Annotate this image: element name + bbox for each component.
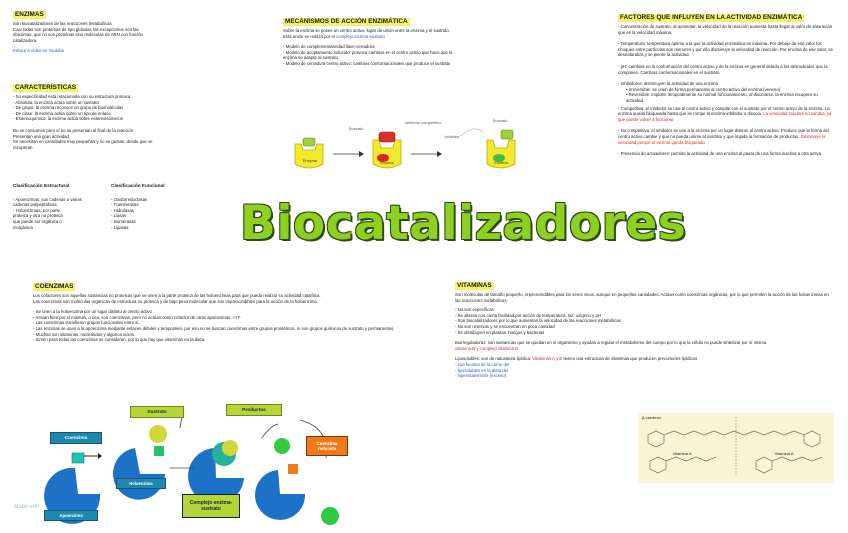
modelo-item: enzima se adapte al sustrato. (283, 55, 340, 61)
modelo-item: - Modelo de cerradura centro activo: cambios conformacionales que produce el sustrato (283, 60, 451, 66)
estructural-item: - Apoenzimas: sus cadenas o varias (13, 196, 82, 202)
coenzima-item-text: - Actúan bien por sí mismas, o sea, son coenzimas, pero no actúan como cofactor de otras apoenzimas. (33, 314, 232, 320)
caracteristicas-heading: CARACTERÍSTICAS (15, 84, 77, 91)
vitaminas-text-2: Biorreguladoras: son sustancias que se quedan en el organismo y ayudan a regular el metabolismo del cuerpo por lo que la célula no puede sintetizar por sí misma. (455, 340, 768, 346)
coenzyme-diagram (30, 398, 360, 528)
no-competitivo-red: Disminuye la velocidad porque el enzima queda bloqueado. (618, 133, 826, 145)
vitamina-link[interactable]: - hipervitaminosis (exceso) (455, 373, 507, 379)
coenzimas-text-2: Las coenzimas son moléculas orgánicas de estructura no proteica y de bajo peso molecular que son imprescindibles para la acción de la holoenzima. (33, 298, 318, 304)
enzimas-text-3: ribozimas, que no son proteínas sino moléculas de ARN con función (13, 32, 143, 38)
coenzima-item: - Muchas son vitaminas, nucleótidos y algunos vicios. (33, 331, 135, 337)
caracteristicas-text-4: recuperan. (13, 144, 34, 150)
factor-activadores: - Presencia de activadores: permite la actividad de una enzima al pasar de una forma inactiva a otra activa. (618, 151, 823, 157)
watermark: Made with (14, 504, 40, 510)
caracteristica-item: - De grupo: la enzima reconoce un grupo de biomoléculas (13, 105, 124, 111)
enzimas-video-link[interactable]: Enlace a vídeo en Youtube (13, 48, 65, 54)
inhibition-diagram (287, 118, 547, 176)
modelo-item: - Modelo de complementariedad llave-cerradura (283, 44, 375, 50)
caracteristicas-text-3: Se necesitan en cantidades muy pequeñas y no se gastan, desde que se (13, 139, 153, 145)
enzyme-label-2: Enzima (380, 160, 394, 165)
clasificacion-funcional-title: Clasificación Funcional (111, 184, 165, 189)
coenzima-item: - Sirven para todas las coenzimas se consideran, por lo que hay que vitaminas en la dieta. (33, 337, 206, 343)
factores-heading: FACTORES QUE INFLUYEN EN LA ACTIVIDAD ENZIMÁTICA (620, 14, 803, 21)
inhibidor-competitivo-text (618, 106, 836, 123)
enzimas-text-1: Son biocatalizadores de las reacciones metabólicas (13, 21, 112, 26)
complejo-box: Complejo enzima-sustrato (182, 494, 240, 518)
vitaminas-ae: Vitaminas A y E (532, 356, 563, 362)
sustrato-label-2: Sustrato (492, 118, 508, 123)
funcional-item: - Isomerasas (111, 218, 136, 224)
funcional-item: - Ligasas (111, 224, 129, 230)
atp-link[interactable]: ATP (232, 314, 241, 320)
enzimas-heading: ENZIMAS (15, 11, 44, 18)
competitivo-plain: - Competitiva: el inhibidor se une al centro activo y compite con el sustrato por el centro activo de la enzima. La enzima queda bloqueada hasta que se rompe la enzima-inhibidor o disocia. (618, 105, 830, 117)
caracteristica-item: - Estereoquímica: la enzima actúa sobre estereoisómeros (13, 116, 123, 122)
complejo-link[interactable]: complejo enzima-sustrato (336, 33, 385, 39)
inhibidor-label: Inhibidor (444, 134, 460, 139)
coenzima-reducida-box: Coenzima reducida (306, 436, 348, 456)
estructural-item: - Holoenzimas: por parte (13, 207, 61, 213)
factor-sustrato: - Concentración de sustrato: al aumentar, la velocidad de la reacción aumenta hasta llegar al valor de saturación que es la velocidad máxima. (618, 24, 833, 35)
clasificacion-estructural (13, 184, 108, 230)
funcional-item: - Transferasas (111, 202, 139, 208)
estructural-item: proteica y otra no proteica (13, 213, 63, 219)
factor-ph: - pH: cambios en la conformación del centro activo y de la enzima en general debido a los aminoácidos que la componen. Cambios conformacionales en el sustrato. (618, 63, 828, 75)
inhibidor-reversible: • Reversible: impiden temporalmente su normal funcionamiento, al disociarse, la enzima recupera su actividad. (626, 92, 818, 103)
enzyme-label-1: Enzyme (302, 158, 318, 163)
coenzima-item: - Las enzimas se unen a la apoenzima mediante enlaces débiles y temporales, por eso no se buscan coenzimas entre grupos prostéticos, ni son grupos químicos de sustrato y permanentes. (33, 325, 395, 331)
sustrato-label: Sustrato (348, 126, 364, 131)
coenzima-box: Coenzima (50, 432, 102, 444)
inhibidor-irreversible: • Irreversible: se unen de forma permanente al centro activo del enzima (veneno) (626, 86, 781, 92)
vitamina-item: - Se alteran con cierta facilidad por acción de temperatura, luz, oxígeno y pH (455, 312, 601, 318)
caracteristicas-text-1: No se consumen pero sí no se presentan al final de la reacción (13, 127, 134, 133)
coenzimas-heading: COENZIMAS (35, 283, 74, 290)
vitaminas-text-1: Son moléculas de tamaño pequeño, imprescindibles para los seres vivos, aunque en pequeñas cantidades. Actúan como coenzimas orgánicas, por lo que permiten la acción de las holoenzimas en las reacciones metabólicas. (455, 292, 829, 303)
mecanismos-text-2-prefix: Esta unión se realiza por el (283, 33, 337, 39)
no-competitivo-plain: - No competitiva: el inhibidor se une a la enzima por un lugar distinto al centro activo. Produce que la forma del centro activo cambie y que no pueda unirse al sustrato y que impida la formación de productos. (618, 128, 829, 139)
vitamina-link[interactable]: - son fuentes de la carne del (455, 361, 510, 367)
vitamina-item: - Son biocatalizadores por lo que aumentan la velocidad de las reacciones metabólicas. (455, 318, 622, 324)
liposolubles-prefix: Liposolubles: son de naturaleza lipídica. (455, 356, 533, 362)
modelo-item: - Modelo de acoplamiento inducido: provoca cambios en el centro activo que hace que la (283, 49, 453, 55)
vitamina-link[interactable]: - liposolubles en la dieta del (455, 367, 509, 373)
enzimas-text-2: Casi todas son proteínas de tipo globular, las excepciones son las (13, 26, 139, 32)
vitamin-a-label-2: Vitamina A (774, 451, 794, 456)
caracteristica-item: - De clase: la enzima actúa sobre un tipo de enlace (13, 110, 111, 116)
caracteristicas-section (13, 84, 223, 150)
estructural-item: que puede ser orgánica o (13, 218, 62, 224)
inhibition-diagram-svg (287, 118, 547, 176)
vitamina-item: - No son específicas (455, 307, 494, 313)
productos-box: Productos (226, 404, 282, 416)
funcional-item: - Liasas (111, 213, 127, 219)
beta-carotene-structure (638, 413, 834, 483)
estructural-item: cadenas polipeptídicas (13, 202, 57, 208)
coenzimas-section (33, 283, 411, 343)
mecanismos-section (283, 18, 553, 67)
enzimas-text-4: catalizadora. (13, 37, 38, 43)
vitamina-item: - Se distribuyen en plantas, hongos y bacterias (455, 329, 545, 335)
factor-temperatura: - Temperatura: temperatura óptima a la que la actividad enzimática es máxima. Por debajo de ese valor los choques entre partículas son menores y por ello disminuye la velocidad de reacción. Por encima de ese valor, se desnaturaliza y se pierde la actividad. (618, 41, 833, 58)
funcional-item: - Hidrolasas (111, 207, 134, 213)
vitaminas-section (455, 282, 831, 379)
vitamin-a-label-1: Vitamina A (672, 451, 692, 456)
coenzimas-text-1: Los cofactores son aquellas sustancias no proteicas que se unen a la parte proteica de las holoenzimas para que pueda realizar su actividad catalítica. (33, 293, 321, 298)
beta-carotene-label: β-caroteno (642, 415, 662, 420)
factores-section (618, 14, 836, 159)
clasificacion-estructural-title: Clasificación Estructural (13, 184, 70, 189)
apoenzima-box: Apoenzima (44, 510, 98, 521)
mecanismos-text-1: Sobre la enzima se posee un centro activo, lugar de unión entre la enzima y el sustrato. (283, 28, 450, 33)
sustrato-box: Sustrato (130, 406, 184, 418)
coenzima-item-text: - Se unen a la holoenzima por un lugar distinto al centro activo (33, 309, 152, 315)
estructural-item: inorgánica (13, 224, 33, 230)
vitaminas-heading: VITAMINAS (457, 282, 492, 289)
liposolubles-suffix: tienen una estructura de vitaminas que producen precursores lipídicos (562, 356, 698, 362)
vitamina-item: - No son reservas y se encuentran en poca cantidad (455, 323, 555, 329)
caracteristica-item: - Su especificidad está relacionada con su estructura proteica (13, 94, 131, 99)
funcional-item: - Oxidorreductasas (111, 196, 148, 202)
inhibidor-no-competitivo-text (618, 128, 836, 145)
mecanismos-heading: MECANISMOS DE ACCIÓN ENZIMÁTICA (285, 18, 408, 25)
caracteristica-item: - Absoluta: la enzima actúa sobre un sustrato (13, 99, 99, 105)
page-title: Biocatalizadores (240, 196, 687, 251)
clasificacion-funcional (111, 184, 206, 230)
carotene-svg (638, 413, 834, 483)
vitamina-b-link[interactable]: vitamina B y complejo vitamina B (455, 345, 519, 351)
factor-inhibidores: - Inhibidores: disminuyen la actividad de una enzima (618, 81, 718, 87)
coenzima-item: - Las coenzimas transfieren grupos funcionales entre sí. (33, 320, 140, 326)
enzimas-section (13, 11, 213, 54)
competitivo-red: La velocidad máxima no cambia, ya que puede volver a funcionar. (618, 111, 832, 122)
enzyme-label-3: Enzima (494, 160, 508, 165)
inhibidor-competitivo-label: Inhibidor competitivo (404, 120, 442, 125)
caracteristicas-text-2: Presentan una gran actividad (13, 133, 69, 139)
holoenzima-box: Holoenzima (116, 478, 166, 489)
